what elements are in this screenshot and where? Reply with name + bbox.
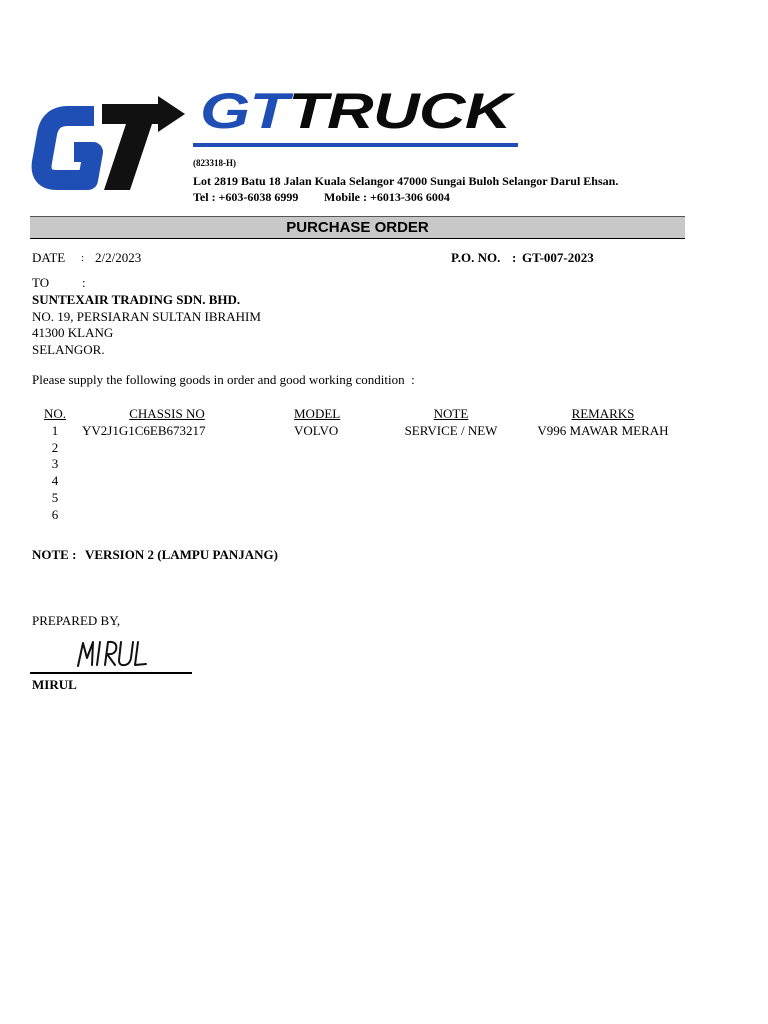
po-label: P.O. NO.	[451, 250, 501, 265]
row-number-cell: 5	[51, 489, 59, 505]
document-title: PURCHASE ORDER	[30, 216, 685, 239]
table-row	[0, 456, 768, 473]
table-header-row	[0, 406, 768, 423]
chassis-no-cell: YV2J1G1C6EB673217	[82, 422, 206, 438]
supply-instruction: Please supply the following goods in order and good working condition :	[32, 372, 415, 387]
header-no: NO.	[43, 406, 67, 421]
wordmark-gt: GT	[200, 83, 289, 139]
date-separator: :	[81, 252, 85, 264]
recipient-address-line: SELANGOR.	[32, 342, 105, 358]
row-number-cell: 2	[51, 439, 59, 455]
items-table	[0, 406, 768, 524]
recipient-address-line: NO. 19, PERSIARAN SULTAN IBRAHIM	[32, 308, 261, 324]
company-registration: (823318-H)	[193, 158, 236, 168]
to-separator: :	[82, 275, 86, 290]
po-separator: :	[512, 250, 517, 265]
table-row	[0, 490, 768, 507]
table-row	[0, 473, 768, 490]
table-row	[0, 507, 768, 524]
recipient-name: SUNTEXAIR TRADING SDN. BHD.	[32, 292, 241, 307]
header-model: MODEL	[294, 406, 341, 421]
recipient-address-line: 41300 KLANG	[32, 325, 114, 341]
note-cell: SERVICE / NEW	[404, 422, 498, 438]
table-row	[0, 423, 768, 440]
to-label: TO	[32, 275, 50, 290]
remarks-cell: V996 MAWAR MERAH	[537, 422, 669, 438]
company-tel: Tel : +603-6038 6999	[193, 190, 299, 204]
model-cell: VOLVO	[294, 422, 339, 438]
gttruck-wordmark	[200, 83, 511, 139]
row-number-cell: 1	[51, 422, 59, 438]
note-label: NOTE :	[32, 547, 77, 562]
note-text: VERSION 2 (LAMPU PANJANG)	[85, 547, 278, 562]
prepared-by-label: PREPARED BY,	[32, 613, 121, 628]
preparer-name: MIRUL	[32, 677, 77, 692]
row-number-cell: 6	[51, 506, 59, 522]
handwritten-signature	[74, 638, 152, 670]
table-row	[0, 440, 768, 457]
header-chassis-no: CHASSIS NO	[129, 406, 205, 421]
po-number: GT-007-2023	[522, 250, 594, 265]
header-remarks: REMARKS	[571, 406, 635, 421]
table-body	[0, 423, 768, 524]
company-address: Lot 2819 Batu 18 Jalan Kuala Selangor 47000 Sungai Buloh Selangor Darul Ehsan.	[193, 174, 619, 188]
row-number-cell: 4	[51, 473, 59, 489]
recipient-block	[32, 292, 261, 359]
date-value: 2/2/2023	[95, 250, 142, 265]
wordmark-truck: TRUCK	[288, 83, 511, 139]
row-number-cell: 3	[51, 456, 59, 472]
signature-line	[30, 672, 192, 674]
gt-logo-emblem	[30, 92, 190, 194]
date-label: DATE	[32, 250, 66, 265]
company-mobile: Mobile : +6013-306 6004	[324, 190, 450, 204]
brand-underline	[193, 143, 518, 147]
header-note: NOTE	[433, 406, 469, 421]
